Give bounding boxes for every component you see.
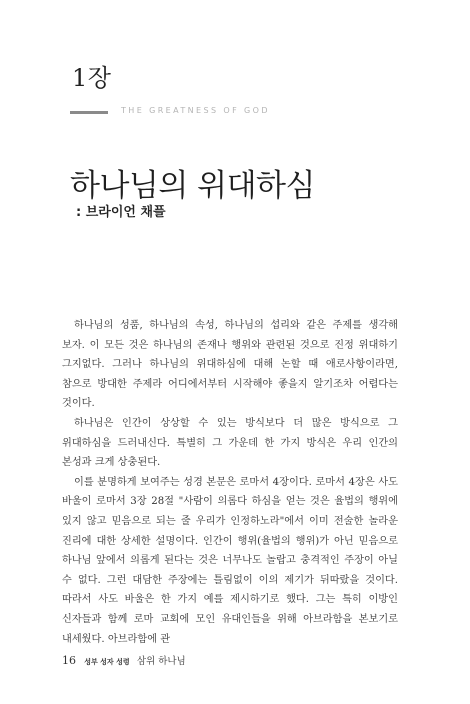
book-title: 삼위 하나님	[136, 656, 186, 667]
paragraph: 하나님은 인간이 상상할 수 있는 방식보다 더 많은 방식으로 그 위대하심을 드러내신다. 특별히 그 가운데 한 가지 방식은 우리 인간의 본성과 크게 상충된다.	[62, 417, 398, 469]
title-rule	[70, 111, 108, 114]
paragraph: 이를 분명하게 보여주는 성경 본문은 로마서 4장이다. 로마서 4장은 사도 바울이 로마서 3장 28절 "사람이 의롭다 하심을 얻는 것은 율법의 행위에 있지 않고 믿음으로 되는 줄 우리가 인정하노라"에서 이미 전술한 놀라운 진리에 대한 상세한 설명이다. 인간이 행위(율법의 행위)가 아닌 믿음으로 하나님 앞에서 의롭게 된다는 것은 너무나도 놀랍고 충격적인 주장이 아닐 수 없다. 그런 대담한 주장에는 틀림없이 이의 제기가 뒤따랐을 것이다. 따라서 사도 바울은 한 가지 예를 제시하기로 했다. 그는 특히 이방인 신자들과 함께 로마 교회에 모인 유대인들을 위해 아브라함을 본보기로 내세웠다. 아브라함에 관	[62, 476, 398, 645]
author-line: : 브라이언 채플	[76, 205, 166, 220]
paragraph: 하나님의 성품, 하나님의 속성, 하나님의 섭리와 같은 주제를 생각해 보자. 이 모든 것은 하나님의 존재나 행위와 관련된 것으로 진정 위대하기 그지없다. 그러나 하나님의 위대하심에 대해 논할 때 애로사항이라면, 참으로 방대한 주제라 어디에서부터 시작해야 좋을지 알기조차 어렵다는 것이다.	[62, 320, 398, 410]
english-subtitle: THE GREATNESS OF GOD	[121, 106, 270, 115]
page-footer	[62, 653, 186, 667]
chapter-title: 하나님의 위대하심	[70, 167, 315, 204]
chapter-number: 1장	[72, 64, 112, 92]
page-number: 16	[62, 654, 76, 667]
body-text	[62, 316, 398, 649]
series-name: 성부 성자 성령	[84, 658, 130, 666]
